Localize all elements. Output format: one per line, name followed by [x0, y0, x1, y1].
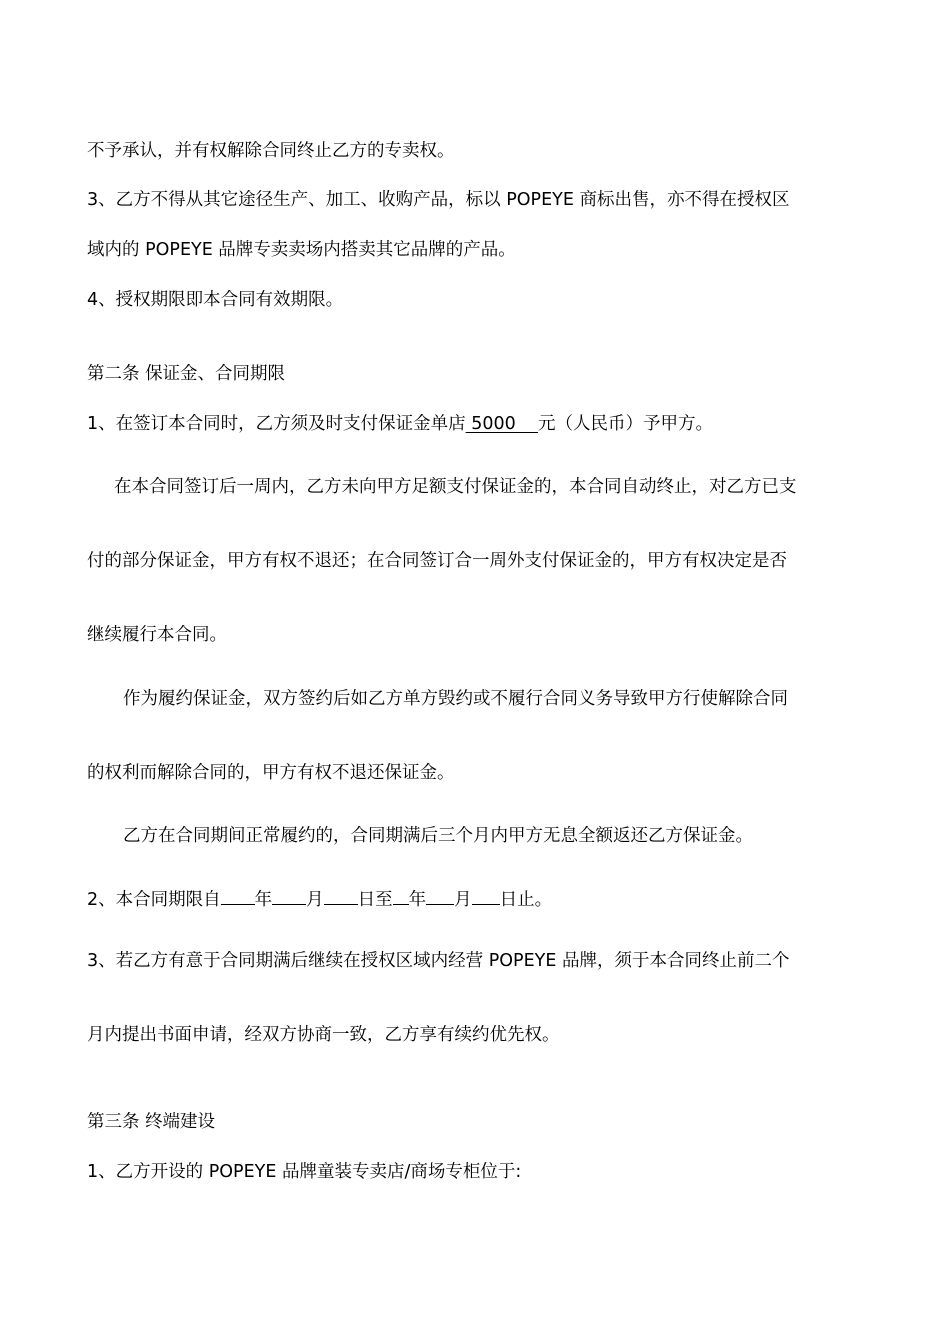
renewal-clause-line-1: 3、若乙方有意于合同期满后继续在授权区域内经营 POPEYE 品牌，须于本合同终止前二个: [87, 951, 790, 971]
deposit-clause-line: [87, 412, 713, 436]
paragraph-line: 不予承认，并有权解除合同终止乙方的专卖权。: [87, 141, 455, 161]
day-to-label: 日至: [357, 890, 393, 910]
deposit-refund-line: 乙方在合同期间正常履约的，合同期满后三个月内甲方无息全额返还乙方保证金。: [123, 826, 753, 846]
month-label: 月: [454, 890, 472, 910]
deposit-currency-text: 元（人民币）予甲方。: [538, 414, 713, 434]
clause-4-line: 4、授权期限即本合同有效期限。: [87, 290, 344, 310]
day-end-label: 日止。: [499, 890, 553, 910]
deposit-term-line-1: 在本合同签订后一周内，乙方未向甲方足额支付保证金的，本合同自动终止，对乙方已支: [114, 477, 797, 497]
performance-deposit-line-1: 作为履约保证金，双方签约后如乙方单方毁约或不履行合同义务导致甲方行使解除合同: [123, 689, 788, 709]
section-heading-article-3: 第三条 终端建设: [87, 1112, 216, 1132]
start-year-blank: [221, 886, 255, 905]
year-label: 年: [254, 890, 273, 910]
contract-period-line: [87, 886, 552, 912]
clause-3-line-1: 3、乙方不得从其它途径生产、加工、收购产品，标以 POPEYE 商标出售，亦不得在授权区: [87, 190, 790, 210]
end-month-blank: [426, 886, 454, 905]
deposit-amount: 5000: [465, 414, 538, 434]
clause-3-line-2: 域内的 POPEYE 品牌专卖卖场内搭卖其它品牌的产品。: [87, 240, 516, 260]
store-location-line: 1、乙方开设的 POPEYE 品牌童装专卖店/商场专柜位于:: [87, 1162, 522, 1182]
deposit-term-line-3: 继续履行本合同。: [87, 625, 227, 645]
start-day-blank: [324, 886, 358, 905]
end-day-blank: [472, 886, 500, 905]
end-year-blank: [393, 886, 409, 905]
deposit-term-line-2: 付的部分保证金，甲方有权不退还；在合同签订合一周外支付保证金的，甲方有权决定是否: [87, 551, 787, 571]
performance-deposit-line-2: 的权利而解除合同的，甲方有权不退还保证金。: [87, 763, 455, 783]
section-heading-article-2: 第二条 保证金、合同期限: [87, 364, 286, 384]
renewal-clause-line-2: 月内提出书面申请，经双方协商一致，乙方享有续约优先权。: [87, 1025, 560, 1045]
year-label: 年: [408, 890, 427, 910]
start-month-blank: [272, 886, 306, 905]
deposit-clause-text: 1、在签订本合同时，乙方须及时支付保证金单店: [87, 414, 466, 434]
contract-period-label: 2、本合同期限自: [87, 890, 221, 910]
month-label: 月: [306, 890, 324, 910]
